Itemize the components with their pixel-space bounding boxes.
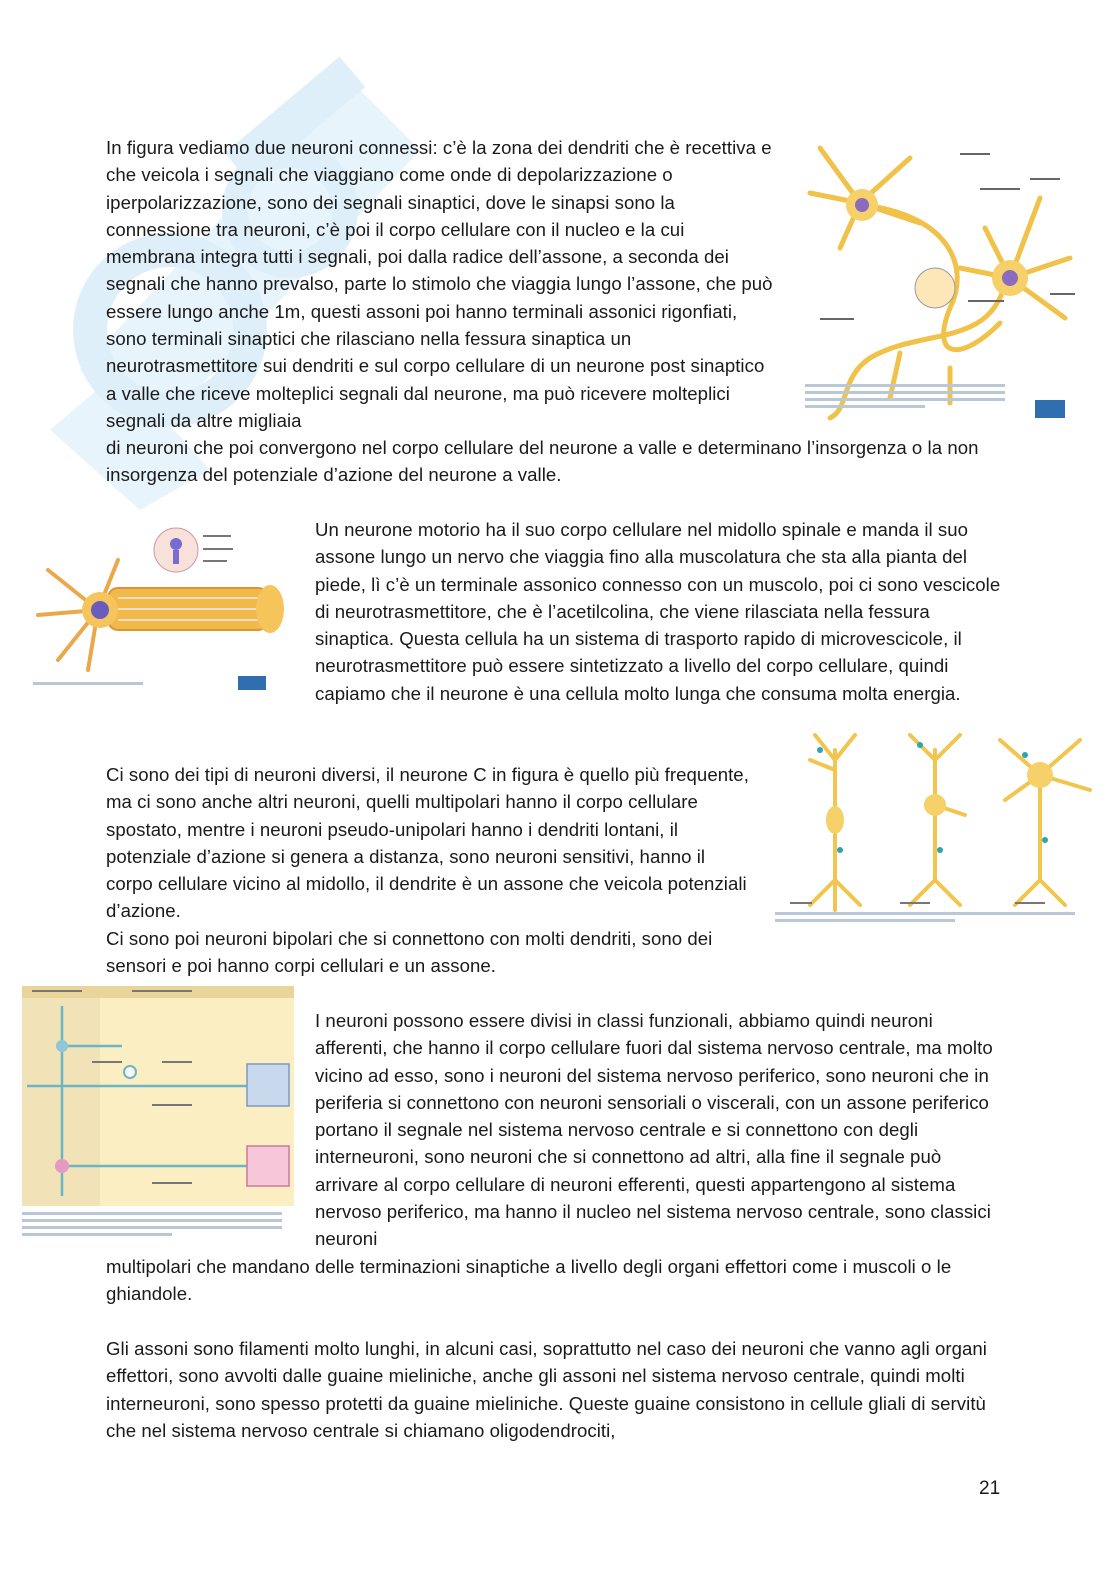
figure-neuron-types <box>770 730 1100 930</box>
paragraph-classi-funzionali: I neuroni possono essere divisi in classi funzionali, abbiamo quindi neuroni afferenti, che hanno il corpo cellulare fuori dal sistema nervoso centrale, ma molto vicino ad esso, sono i neuroni del sistema nervoso periferico, sono neuroni che in periferia si connettono con neuroni sensoriali o viscerali, con un assone periferico portano il segnale nel sistema nervoso centrale e si connettono con degli interneuroni, sono neuroni che si connettono ad altri, alla fine il segnale può arrivare al corpo cellulare di neuroni efferenti, questi appartengono al sistema nervoso periferico, ma hanno il nucleo nel sistema nervoso centrale, sono classici neuroni <box>315 1010 993 1250</box>
figure-functional-classes <box>22 986 294 1246</box>
paragraph-neuroni-connessi-end: di neuroni che poi convergono nel corpo cellulare del neurone a valle e determinano l’insorgenza o la non insorgenza del potenziale d’azione del neurone a valle. <box>106 437 979 486</box>
paragraph-tipi-neuroni: Ci sono dei tipi di neuroni diversi, il neurone C in figura è quello più frequente, ma ci sono anche altri neuroni, quelli multipolari hanno il corpo cellulare spostato, mentre i neuroni pseudo-unipolari hanno i dendriti lontani, il potenziale d’azione si genera a distanza, sono neuroni sensitivi, hanno il corpo cellulare vicino al midollo, il dendrite è un assone che veicola potenziali d’azione. <box>106 764 749 922</box>
paragraph-neuroni-connessi: In figura vediamo due neuroni connessi: c’è la zona dei dendriti che è recettiva e che veicola i segnali che viaggiano come onde di depolarizzazione o iperpolarizzazione, sono dei segnali sinaptici, dove le sinapsi sono la connessione tra neuroni, c’è poi il corpo cellulare con il nucleo e la cui membrana integra tutti i segnali, poi dalla radice dell’assone, a seconda dei segnali che hanno prevalso, parte lo stimolo che viaggia lungo l’assone, che può essere lungo anche 1m, questi assoni poi hanno terminali assonici rigonfiati, sono terminali sinaptici che rilasciano nella fessura sinaptica un neurotrasmettitore sui dendriti e sul corpo cellulare di un neurone post sinaptico a valle che riceve molteplici segnali dal neurone, ma può ricevere molteplici segnali da altre migliaia <box>106 137 773 431</box>
paragraph-classi-funzionali-end: multipolari che mandano delle terminazioni sinaptiche a livello degli organi effettori come i muscoli o le ghiandole. <box>106 1256 952 1305</box>
paragraph-assoni-guaine: Gli assoni sono filamenti molto lunghi, in alcuni casi, soprattutto nel caso dei neuroni che vanno agli organi effettori, sono avvolti dalle guaine mieliniche, anche gli assoni nel sistema nervoso centrale, quindi molti interneuroni, sono spesso protetti da guaine mieliniche. Queste guaine consistono in cellule gliali di servitù che nel sistema nervoso centrale si chiamano oligodendrociti, <box>106 1338 987 1441</box>
paragraph-neuroni-bipolari: Ci sono poi neuroni bipolari che si connettono con molti dendriti, sono dei sensori e poi hanno corpi cellulari e un assone. <box>106 928 713 977</box>
publisher-logo-icon <box>1035 400 1065 418</box>
figure-connected-neurons <box>800 128 1080 428</box>
paragraph-neurone-motorio: Un neurone motorio ha il suo corpo cellulare nel midollo spinale e manda il suo assone lungo un nervo che viaggia fino alla muscolatura che sta alla pianta del piede, lì c’è un terminale assonico connesso con un muscolo, poi ci sono vescicole di neurotrasmettitore, che è l’acetilcolina, che viene rilasciata nella fessura sinaptica. Questa cellula ha un sistema di trasporto rapido di microvescicole, il neurotrasmettitore può essere sintetizzato a livello del corpo cellulare, quindi capiamo che il neurone è una cellula molto lunga che consuma molta energia. <box>315 519 1001 704</box>
page-number: 21 <box>979 1478 1001 1499</box>
figure-motor-neuron <box>28 520 298 700</box>
